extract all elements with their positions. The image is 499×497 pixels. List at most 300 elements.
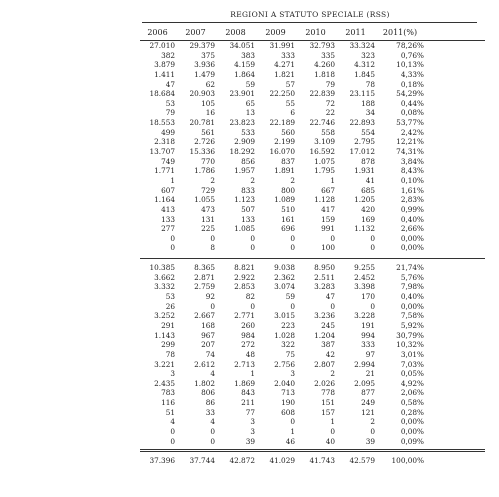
table-cell: 22.839 (309, 89, 335, 99)
table-cell: 1.786 (194, 166, 215, 176)
table-cell: 260 (241, 320, 255, 330)
table-cell: 2.667 (194, 311, 215, 321)
total-cell: 42.872 (229, 456, 255, 466)
table-cell: 78 (165, 349, 175, 359)
table-cell: 47 (165, 79, 175, 89)
table-cell: 133 (241, 214, 255, 224)
table-cell: 0 (250, 233, 255, 243)
table-cell: 8.821 (234, 263, 255, 273)
table-cell: 3.283 (314, 282, 335, 292)
table-cell: 0 (170, 436, 175, 446)
table-cell: 0 (330, 301, 335, 311)
table-cell: 387 (321, 340, 335, 350)
table-cell: 191 (361, 320, 375, 330)
table-cell: 1.479 (194, 69, 215, 79)
table-cell: 1.028 (274, 330, 295, 340)
total-cell: 42.579 (349, 456, 375, 466)
title-rule (142, 22, 477, 23)
table-cell: 833 (241, 185, 255, 195)
table-cell: 3 (250, 417, 255, 427)
table-cell: 1.802 (194, 378, 215, 388)
table-cell: 21 (365, 369, 375, 379)
table-cell: 46 (285, 436, 295, 446)
table-cell: 806 (201, 388, 215, 398)
table-cell: 39 (245, 436, 255, 446)
total-cell: 37.396 (149, 456, 175, 466)
table-cell: 713 (281, 388, 295, 398)
table-cell: 0 (290, 233, 295, 243)
table-row (140, 99, 485, 109)
table-cell: 984 (241, 330, 255, 340)
table-cell: 2,06% (400, 388, 424, 398)
table-header (140, 25, 485, 39)
table-cell: 0,58% (400, 398, 424, 408)
table-row (140, 128, 485, 138)
table-cell: 0 (370, 426, 375, 436)
table-row (140, 408, 485, 418)
table-cell: 1.864 (234, 69, 255, 79)
table-cell: 322 (281, 340, 295, 350)
table-cell: 667 (321, 185, 335, 195)
table-cell: 18.684 (149, 89, 175, 99)
table-cell: 607 (161, 185, 175, 195)
table-cell: 2.362 (274, 272, 295, 282)
table-cell: 4.271 (274, 60, 295, 70)
table-cell: 2.726 (194, 137, 215, 147)
table-row (140, 205, 485, 215)
table-row (140, 224, 485, 234)
table-row (140, 311, 485, 321)
table-cell: 0,40% (400, 214, 424, 224)
table-cell: 53,77% (396, 118, 424, 128)
total-rule-top (140, 449, 485, 450)
table-cell: 22.893 (349, 118, 375, 128)
table-cell: 0,05% (400, 369, 424, 379)
table-cell: 15.336 (189, 147, 215, 157)
table-cell: 2.759 (194, 282, 215, 292)
table-cell: 23.901 (229, 89, 255, 99)
table-cell: 2,66% (400, 224, 424, 234)
table-cell: 18.553 (149, 118, 175, 128)
table-cell: 105 (201, 98, 215, 108)
table-cell: 3 (290, 369, 295, 379)
table-row (140, 89, 485, 99)
table-row (140, 427, 485, 437)
table-cell: 40 (325, 436, 335, 446)
table-cell: 0 (210, 426, 215, 436)
table-cell: 188 (361, 98, 375, 108)
table-cell: 1.845 (354, 69, 375, 79)
table-row (140, 118, 485, 128)
table-cell: 26 (165, 301, 175, 311)
table-cell: 10,13% (396, 60, 424, 70)
table-cell: 168 (201, 320, 215, 330)
table-cell: 0,00% (400, 426, 424, 436)
table-cell: 0,18% (400, 79, 424, 89)
table-cell: 169 (361, 214, 375, 224)
table-cell: 499 (161, 127, 175, 137)
total-cell: 100,00% (391, 456, 424, 466)
table-cell: 33 (205, 407, 215, 417)
table-row (140, 51, 485, 61)
table-cell: 413 (161, 204, 175, 214)
table-cell: 2.909 (234, 137, 255, 147)
table-cell: 291 (161, 320, 175, 330)
table-cell: 7,98% (400, 282, 424, 292)
table-cell: 2.994 (354, 359, 375, 369)
table-cell: 20.781 (189, 118, 215, 128)
table-row (140, 186, 485, 196)
table-cell: 0,99% (400, 204, 424, 214)
table-cell: 22.189 (269, 118, 295, 128)
table-cell: 560 (281, 127, 295, 137)
table-cell: 100 (321, 243, 335, 253)
table-row (140, 369, 485, 379)
table-row (140, 273, 485, 283)
table-cell: 8 (210, 243, 215, 253)
table-cell: 22 (325, 108, 335, 118)
table-cell: 277 (161, 224, 175, 234)
table-cell: 31.991 (269, 41, 295, 50)
table-cell: 72 (325, 98, 335, 108)
table-row (140, 379, 485, 389)
table-cell: 13.707 (149, 147, 175, 157)
table-cell: 1.075 (314, 156, 335, 166)
header-cell: 2008 (225, 27, 246, 37)
table-cell: 249 (361, 398, 375, 408)
table-cell: 856 (241, 156, 255, 166)
table-cell: 561 (201, 127, 215, 137)
table-cell: 4 (170, 417, 175, 427)
table-cell: 3,84% (400, 156, 424, 166)
table-cell: 1.204 (314, 330, 335, 340)
table-cell: 0 (370, 243, 375, 253)
table-cell: 2.026 (314, 378, 335, 388)
table-cell: 1,61% (400, 185, 424, 195)
table-cell: 3,01% (400, 349, 424, 359)
table-cell: 1.164 (154, 195, 175, 205)
table-cell: 2.871 (194, 272, 215, 282)
table-cell: 323 (361, 50, 375, 60)
total-row (140, 455, 485, 467)
table-cell: 0 (210, 301, 215, 311)
table-cell: 9.255 (354, 263, 375, 273)
table-cell: 30,79% (396, 330, 424, 340)
table-cell: 0 (290, 243, 295, 253)
table-cell: 23.115 (349, 89, 375, 99)
table-cell: 3.879 (154, 60, 175, 70)
table-cell: 34 (365, 108, 375, 118)
table-cell: 729 (201, 185, 215, 195)
table-cell: 157 (321, 407, 335, 417)
table-cell: 0 (330, 233, 335, 243)
table-cell: 170 (361, 292, 375, 302)
table-row (140, 176, 485, 186)
table-cell: 2,83% (400, 195, 424, 205)
table-cell: 272 (241, 340, 255, 350)
table-row (140, 263, 485, 273)
table-cell: 1.143 (154, 330, 175, 340)
table-cell: 1.771 (154, 166, 175, 176)
table-cell: 12,21% (396, 137, 424, 147)
table-cell: 1.795 (314, 166, 335, 176)
table-cell: 2.771 (234, 311, 255, 321)
table-cell: 22.250 (269, 89, 295, 99)
table-cell: 3.398 (354, 282, 375, 292)
table-cell: 749 (161, 156, 175, 166)
table-cell: 2.713 (234, 359, 255, 369)
table-cell: 1.085 (234, 224, 255, 234)
table-cell: 2.435 (154, 378, 175, 388)
table-cell: 21,74% (396, 263, 424, 273)
table-cell: 20.903 (189, 89, 215, 99)
table-cell: 34.051 (229, 41, 255, 50)
table-cell: 3.236 (314, 311, 335, 321)
table-row (140, 398, 485, 408)
table-cell: 685 (361, 185, 375, 195)
table-row (140, 234, 485, 244)
table-cell: 207 (201, 340, 215, 350)
table-cell: 800 (281, 185, 295, 195)
table-cell: 0 (250, 243, 255, 253)
table-cell: 7,58% (400, 311, 424, 321)
table-cell: 131 (201, 214, 215, 224)
table-section-2 (140, 263, 485, 446)
table-cell: 0 (210, 233, 215, 243)
table-cell: 51 (165, 407, 175, 417)
table-row (140, 195, 485, 205)
table-cell: 59 (285, 292, 295, 302)
table-cell: 223 (281, 320, 295, 330)
table-cell: 78,26% (396, 41, 424, 50)
table-cell: 2 (290, 175, 295, 185)
table-cell: 2.318 (154, 137, 175, 147)
table-row (140, 215, 485, 225)
table-row (140, 321, 485, 331)
table-cell: 41 (365, 175, 375, 185)
table-cell: 3.109 (314, 137, 335, 147)
table-cell: 9.038 (274, 263, 295, 273)
table-cell: 16.070 (269, 147, 295, 157)
total-cell: 41.029 (269, 456, 295, 466)
table-row (140, 340, 485, 350)
table-cell: 5,76% (400, 272, 424, 282)
table-row (140, 350, 485, 360)
table-cell: 1.089 (274, 195, 295, 205)
table-cell: 1.055 (194, 195, 215, 205)
total-cell: 37.744 (189, 456, 215, 466)
table-cell: 86 (205, 398, 215, 408)
table-cell: 8.950 (314, 263, 335, 273)
table-cell: 1.821 (274, 69, 295, 79)
table-cell: 1 (290, 426, 295, 436)
table-cell: 2.040 (274, 378, 295, 388)
table-cell: 1.869 (234, 378, 255, 388)
table-cell: 5,92% (400, 320, 424, 330)
header-cell: 2006 (147, 27, 168, 37)
table-cell: 3.221 (154, 359, 175, 369)
table-cell: 3 (170, 369, 175, 379)
table-cell: 2 (250, 175, 255, 185)
table-cell: 0 (290, 417, 295, 427)
table-cell: 65 (245, 98, 255, 108)
table-cell: 696 (281, 224, 295, 234)
table-row (140, 60, 485, 70)
table-row (140, 292, 485, 302)
table-cell: 0 (210, 436, 215, 446)
table-cell: 3.332 (154, 282, 175, 292)
table-cell: 1 (330, 417, 335, 427)
table-row (140, 70, 485, 80)
table-cell: 878 (361, 156, 375, 166)
table-cell: 22.746 (309, 118, 335, 128)
table-cell: 1.818 (314, 69, 335, 79)
table-cell: 133 (161, 214, 175, 224)
table-cell: 116 (161, 398, 175, 408)
table-cell: 92 (205, 292, 215, 302)
table-cell: 375 (201, 50, 215, 60)
table-cell: 79 (165, 108, 175, 118)
table-cell: 4.260 (314, 60, 335, 70)
table-cell: 0,08% (400, 108, 424, 118)
table-cell: 3.252 (154, 311, 175, 321)
table-cell: 1 (250, 369, 255, 379)
table-cell: 0 (170, 426, 175, 436)
table-cell: 2 (210, 175, 215, 185)
table-cell: 1.128 (314, 195, 335, 205)
table-cell: 0,44% (400, 98, 424, 108)
table-cell: 510 (281, 204, 295, 214)
table-cell: 0 (170, 243, 175, 253)
table-title: REGIONI A STATUTO SPECIALE (RSS) (230, 10, 390, 19)
table-cell: 53 (165, 292, 175, 302)
table-cell: 97 (365, 349, 375, 359)
table-cell: 299 (161, 340, 175, 350)
table-cell: 0 (330, 426, 335, 436)
table-cell: 1 (330, 175, 335, 185)
table-cell: 3.936 (194, 60, 215, 70)
table-cell: 1.123 (234, 195, 255, 205)
table-row (140, 108, 485, 118)
table-cell: 1 (170, 175, 175, 185)
table-cell: 4,33% (400, 69, 424, 79)
table-cell: 967 (201, 330, 215, 340)
table-cell: 0 (370, 301, 375, 311)
table-cell: 3.228 (354, 311, 375, 321)
header-cell: 2011 (345, 27, 366, 37)
table-cell: 0 (250, 301, 255, 311)
table-cell: 0 (370, 233, 375, 243)
table-cell: 0,00% (400, 233, 424, 243)
table-row (140, 80, 485, 90)
table-cell: 245 (321, 320, 335, 330)
table-cell: 17.012 (349, 147, 375, 157)
table-cell: 54,29% (396, 89, 424, 99)
table-cell: 420 (361, 204, 375, 214)
table-cell: 335 (321, 50, 335, 60)
table-cell: 2.511 (314, 272, 335, 282)
table-cell: 382 (161, 50, 175, 60)
table-cell: 2.612 (194, 359, 215, 369)
table-cell: 473 (201, 204, 215, 214)
table-row (140, 437, 485, 447)
table-cell: 1.957 (234, 166, 255, 176)
table-cell: 2.095 (354, 378, 375, 388)
table-row (140, 137, 485, 147)
section-divider (140, 258, 485, 259)
table-cell: 4 (210, 369, 215, 379)
header-cell: 2011(%) (382, 27, 418, 37)
table-cell: 994 (361, 330, 375, 340)
table-row (140, 331, 485, 341)
table-cell: 2.756 (274, 359, 295, 369)
table-row (140, 243, 485, 253)
table-cell: 0,40% (400, 292, 424, 302)
table-cell: 42 (325, 349, 335, 359)
table-cell: 29.379 (189, 41, 215, 50)
table-cell: 77 (245, 407, 255, 417)
table-cell: 27.010 (149, 41, 175, 50)
table-cell: 225 (201, 224, 215, 234)
table-row (140, 147, 485, 157)
table-cell: 1.931 (354, 166, 375, 176)
table-cell: 47 (325, 292, 335, 302)
table-cell: 877 (361, 388, 375, 398)
table-cell: 2 (330, 369, 335, 379)
table-cell: 53 (165, 98, 175, 108)
table-cell: 0 (170, 233, 175, 243)
table-cell: 0,10% (400, 175, 424, 185)
table-cell: 0,00% (400, 301, 424, 311)
table-cell: 10.385 (149, 263, 175, 273)
table-cell: 4 (210, 417, 215, 427)
data-table (140, 25, 485, 467)
table-cell: 837 (281, 156, 295, 166)
table-cell: 75 (285, 349, 295, 359)
table-cell: 13 (245, 108, 255, 118)
table-cell: 333 (281, 50, 295, 60)
table-cell: 2.199 (274, 137, 295, 147)
table-cell: 74,31% (396, 147, 424, 157)
table-cell: 59 (245, 79, 255, 89)
table-cell: 1.132 (354, 224, 375, 234)
table-row (140, 360, 485, 370)
table-cell: 608 (281, 407, 295, 417)
table-cell: 558 (321, 127, 335, 137)
table-row (140, 388, 485, 398)
table-row (140, 282, 485, 292)
table-cell: 16 (205, 108, 215, 118)
table-cell: 778 (321, 388, 335, 398)
table-cell: 3.015 (274, 311, 295, 321)
table-cell: 770 (201, 156, 215, 166)
table-cell: 121 (361, 407, 375, 417)
table-cell: 2.807 (314, 359, 335, 369)
table-cell: 10,32% (396, 340, 424, 350)
table-cell: 55 (285, 98, 295, 108)
table-cell: 2.922 (234, 272, 255, 282)
table-cell: 783 (161, 388, 175, 398)
table-cell: 0 (290, 301, 295, 311)
table-cell: 4,92% (400, 378, 424, 388)
table-cell: 211 (241, 398, 255, 408)
table-cell: 2,42% (400, 127, 424, 137)
table-cell: 8.365 (194, 263, 215, 273)
table-cell: 333 (361, 340, 375, 350)
table-cell: 2.452 (354, 272, 375, 282)
table-cell: 0,00% (400, 243, 424, 253)
table-cell: 151 (321, 398, 335, 408)
